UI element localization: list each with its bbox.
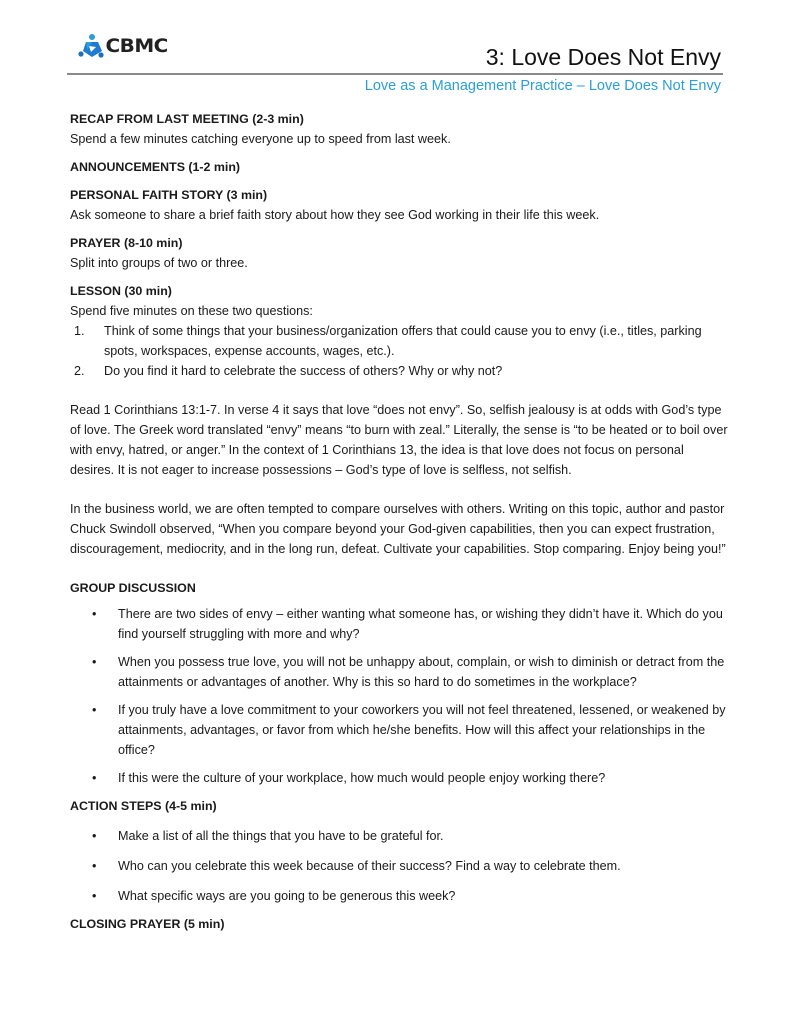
section-action-steps — [70, 796, 730, 906]
action-steps-list — [70, 826, 730, 906]
list-text: If this were the culture of your workplace, how much would people enjoy working there? — [118, 771, 606, 785]
section-closing-prayer — [70, 914, 730, 934]
discussion-list — [70, 604, 730, 788]
section-heading: PERSONAL FAITH STORY (3 min) — [70, 188, 268, 202]
bullet-icon: • — [92, 655, 97, 669]
list-item — [70, 886, 730, 906]
cbmc-logo — [78, 33, 166, 59]
section-prayer — [70, 233, 730, 273]
bullet-icon: • — [92, 889, 97, 903]
list-item — [70, 856, 730, 876]
document-body — [70, 109, 730, 934]
bullet-icon: • — [92, 859, 97, 873]
list-item — [70, 768, 730, 788]
section-heading: ANNOUNCEMENTS (1-2 min) — [70, 160, 241, 174]
list-number: 2. — [74, 364, 85, 378]
lesson-paragraph: In the business world, we are often tempted to compare ourselves with others. Writing on this topic, author and pastor Chuck Swindoll observed, “When you compare beyond your God-given capabilities, then you can expect frustration, discouragement, mediocrity, and in the long run, defeat. Cultivate your capabilities. Stop comparing. Enjoy being you!” — [70, 502, 726, 556]
section-faith-story — [70, 185, 730, 225]
lesson-questions — [70, 321, 730, 381]
logo-text: CBMC — [105, 35, 168, 57]
header-divider — [67, 73, 723, 75]
section-heading: PRAYER (8-10 min) — [70, 236, 183, 250]
section-text: Ask someone to share a brief faith story about how they see God working in their life this week. — [70, 208, 600, 222]
section-heading: RECAP FROM LAST MEETING (2-3 min) — [70, 112, 304, 126]
section-group-discussion — [70, 578, 730, 788]
section-announcements — [70, 157, 730, 177]
list-text: Make a list of all the things that you have to be grateful for. — [118, 829, 444, 843]
list-item — [70, 361, 730, 381]
list-item — [70, 321, 730, 361]
page-title: 3: Love Does Not Envy — [485, 44, 721, 70]
list-text: What specific ways are you going to be generous this week? — [118, 889, 456, 903]
list-number: 1. — [74, 324, 85, 338]
section-heading: GROUP DISCUSSION — [70, 581, 196, 595]
list-text: There are two sides of envy – either wanting what someone has, or wishing they didn’t have it. Which do you find yourself struggling with more and why? — [118, 607, 723, 641]
section-heading: ACTION STEPS (4-5 min) — [70, 799, 217, 813]
lesson-paragraph: Read 1 Corinthians 13:1-7. In verse 4 it says that love “does not envy”. So, selfish jealousy is at odds with God’s type of love. The Greek word translated “envy” means “to burn with zeal.” Literally, the sense is “to be heated or to boil over with envy, hatred, or anger.” In the context of 1 Corinthians 13, the idea is that love does not focus on personal desires. It is not eager to increase possessions – God’s type of love is selfless, not selfish. — [70, 403, 728, 477]
lesson-intro: Spend five minutes on these two questions: — [70, 304, 313, 318]
list-item — [70, 652, 730, 692]
section-text: Split into groups of two or three. — [70, 256, 248, 270]
list-item — [70, 700, 730, 760]
list-text: Think of some things that your business/organization offers that could cause you to envy (i.e., titles, parking spots, workspaces, expense accounts, wages, etc.). — [104, 324, 702, 358]
bullet-icon: • — [92, 703, 97, 717]
list-text: When you possess true love, you will not be unhappy about, complain, or wish to diminish or detract from the attainments or advantages of another. Why is this so hard to do sometimes in the workplace? — [118, 655, 725, 689]
list-item — [70, 826, 730, 846]
bullet-icon: • — [92, 829, 97, 843]
list-item — [70, 604, 730, 644]
list-text: If you truly have a love commitment to your coworkers you will not feel threatened, lessened, or weakened by attainments, advantages, or favor from which he/she benefits. How will this affect your relationships in the office? — [118, 703, 726, 757]
list-text: Do you find it hard to celebrate the success of others? Why or why not? — [104, 364, 503, 378]
section-heading: LESSON (30 min) — [70, 284, 172, 298]
cbmc-logo-icon — [78, 33, 104, 59]
section-text: Spend a few minutes catching everyone up to speed from last week. — [70, 132, 451, 146]
page-subtitle: Love as a Management Practice – Love Does Not Envy — [364, 78, 721, 94]
bullet-icon: • — [92, 607, 97, 621]
section-heading: CLOSING PRAYER (5 min) — [70, 917, 225, 931]
section-lesson — [70, 281, 730, 559]
section-recap — [70, 109, 730, 149]
bullet-icon: • — [92, 771, 97, 785]
list-text: Who can you celebrate this week because of their success? Find a way to celebrate them. — [118, 859, 621, 873]
